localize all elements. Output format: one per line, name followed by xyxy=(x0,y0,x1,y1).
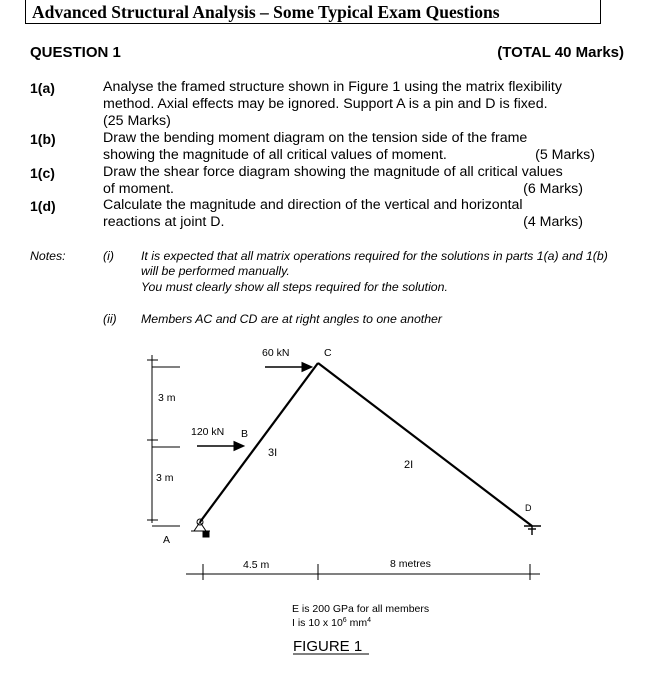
height-upper-label: 3 m xyxy=(158,392,176,404)
note-2-number: (ii) xyxy=(103,312,117,326)
question-label: QUESTION 1 xyxy=(30,44,121,61)
label-b: B xyxy=(241,428,249,440)
modulus-note: E is 200 GPa for all members xyxy=(292,603,430,615)
stiffness-cd-label: 2I xyxy=(404,459,414,471)
member-ac xyxy=(200,363,318,522)
span-left-label: 4.5 m xyxy=(243,559,270,571)
part-1b-number: 1(b) xyxy=(30,131,56,147)
member-cd xyxy=(318,363,532,526)
figure-caption: FIGURE 1 xyxy=(293,638,363,655)
part-1c-number: 1(c) xyxy=(30,165,55,181)
vertical-dimension-line xyxy=(147,355,180,526)
notes-label: Notes: xyxy=(30,249,66,263)
note-1-line-1: It is expected that all matrix operations required for the solutions in parts 1(a) and 1(b) xyxy=(141,249,608,263)
part-1b-marks: (5 Marks) xyxy=(535,147,595,163)
part-1c-line-1: Draw the shear force diagram showing the magnitude of all critical values xyxy=(103,164,563,180)
load-arrow-c xyxy=(265,363,312,372)
fixed-support-d xyxy=(524,526,541,535)
part-1a-line-2: method. Axial effects may be ignored. Support A is a pin and D is fixed. xyxy=(103,96,548,112)
label-c: C xyxy=(324,347,332,359)
part-1d-line-1: Calculate the magnitude and direction of the vertical and horizontal xyxy=(103,197,523,213)
part-1a-number: 1(a) xyxy=(30,80,55,96)
note-1-line-2: will be performed manually. xyxy=(141,264,290,278)
height-lower-label: 3 m xyxy=(156,472,174,484)
part-1c-line-2: of moment. xyxy=(103,181,174,197)
note-1-number: (i) xyxy=(103,249,114,263)
stiffness-ac-label: 3I xyxy=(268,447,278,459)
part-1d-marks: (4 Marks) xyxy=(523,214,583,230)
horizontal-dimension-line xyxy=(186,564,540,580)
part-1c-marks: (6 Marks) xyxy=(523,181,583,197)
part-1b-line-2: showing the magnitude of all critical values of moment. xyxy=(103,147,447,163)
span-right-label: 8 metres xyxy=(390,558,431,570)
page-title: Advanced Structural Analysis – Some Typical Exam Questions xyxy=(32,2,500,22)
part-1d-number: 1(d) xyxy=(30,198,56,214)
note-2-line-1: Members AC and CD are at right angles to one another xyxy=(141,312,442,326)
load-arrow-b xyxy=(197,442,244,451)
label-a: A xyxy=(163,534,171,546)
part-1a-line-3: (25 Marks) xyxy=(103,113,171,129)
load-b-label: 120 kN xyxy=(191,426,225,438)
load-c-label: 60 kN xyxy=(262,347,290,359)
part-1b-line-1: Draw the bending moment diagram on the tension side of the frame xyxy=(103,130,528,146)
part-1d-line-2: reactions at joint D. xyxy=(103,214,225,230)
label-d: D xyxy=(525,503,532,513)
inertia-note: I is 10 x $10^6$ $mm^4$ xyxy=(292,617,372,629)
note-1-line-3: You must clearly show all steps required for the solution. xyxy=(141,280,448,294)
part-1a-line-1: Analyse the framed structure shown in Figure 1 using the matrix flexibility xyxy=(103,79,562,95)
question-total-marks: (TOTAL 40 Marks) xyxy=(497,44,624,61)
